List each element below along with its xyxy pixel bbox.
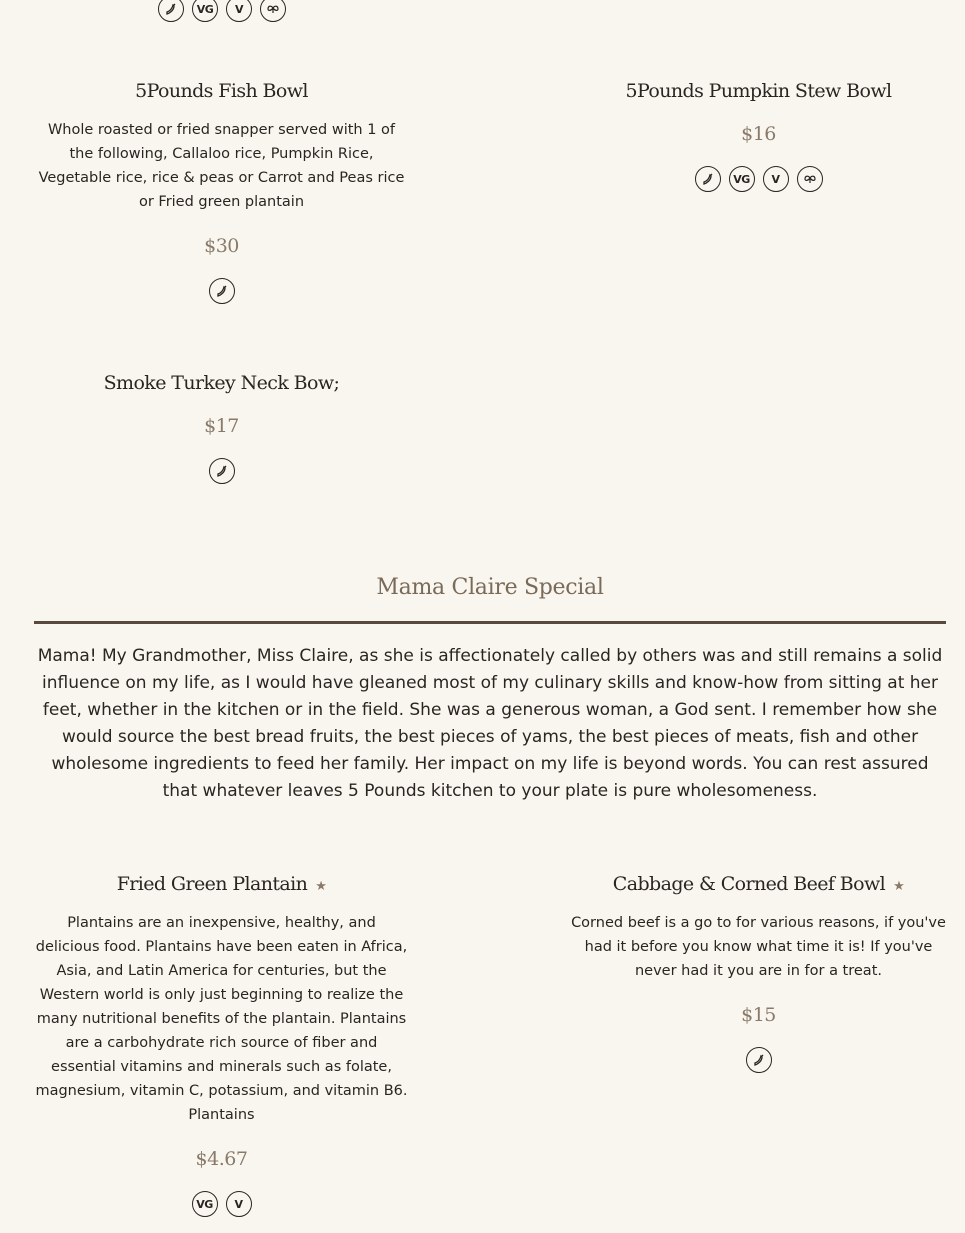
item-title: 5Pounds Fish Bowl [135,80,308,102]
menu-item-cabbage-corned-beef-bowl [571,873,946,1077]
menu-item-smoke-turkey-neck-bowl [34,372,409,488]
vegetarian-icon: V [226,1191,252,1217]
item-dietary-icons [571,166,946,196]
item-dietary-icons [34,458,409,488]
item-dietary-icons [34,1191,409,1221]
item-price: $15 [741,1004,776,1026]
item-price: $16 [741,123,776,145]
vegan-icon: VG [729,166,755,192]
item-price: $30 [204,235,239,257]
vegan-icon: VG [192,1191,218,1217]
vegetarian-icon: V [763,166,789,192]
item-title-row [34,873,409,895]
item-price: $17 [204,415,239,437]
item-description: Whole roasted or fried snapper served with 1 of the following, Callaloo rice, Pumpkin Rice, Vegetable rice, rice & peas or Carrot and Peas rice or Fried green plantain [38,122,405,210]
item-dietary-icons [571,1047,946,1077]
chili-icon [209,278,235,304]
menu-item-pumpkin-stew-bowl [571,80,946,196]
section-divider [34,621,946,624]
vegetarian-icon: V [226,0,252,22]
item-title: Cabbage & Corned Beef Bowl [612,873,886,895]
chili-icon [746,1047,772,1073]
vegan-icon: VG [192,0,218,22]
item-title: Smoke Turkey Neck Bow; [103,372,340,394]
section-title: Mama Claire Special [376,575,604,600]
star-icon: ★ [893,879,905,894]
item-description: Plantains are an inexpensive, healthy, and delicious food. Plantains have been eaten in Africa, Asia, and Latin America for centuries, but the Western world is only just beginning to realize the many nutritional benefits of the plantain. Plantains are a carbohydrate rich source of fiber and essential vitamins and minerals such as folate, magnesium, vitamin C, potassium, and vitamin B6. Plantains [35,915,408,1123]
item-title: Fried Green Plantain [116,873,308,895]
item-title-row [571,873,946,895]
item-dietary-icons [34,278,409,308]
chili-icon [158,0,184,22]
menu-item-fish-bowl [34,80,409,308]
section-intro: Mama! My Grandmother, Miss Claire, as she is affectionately called by others was and still remains a solid influence on my life, as I would have gleaned most of my culinary skills and know-how from sitting at her feet, whether in the kitchen or in the field. She was a generous woman, a God sent. I remember how she would source the best bread fruits, the best pieces of yams, the best pieces of meats, fish and other wholesome ingredients to feed her family. Her impact on my life is beyond words. You can rest assured that whatever leaves 5 Pounds kitchen to your plate is pure wholesomeness. [37,646,943,801]
item-title: 5Pounds Pumpkin Stew Bowl [625,80,892,102]
chili-icon [209,458,235,484]
chili-icon [695,166,721,192]
item-price: $4.67 [195,1148,248,1170]
star-icon: ★ [315,879,327,894]
section-header [34,575,946,600]
item-description: Corned beef is a go to for various reasons, if you've had it before you know what time it is! If you've never had it you are in for a treat. [571,915,946,979]
menu-item-fried-green-plantain [34,873,409,1221]
leaf-icon [260,0,286,22]
top-dietary-icons [148,0,296,26]
leaf-icon [797,166,823,192]
